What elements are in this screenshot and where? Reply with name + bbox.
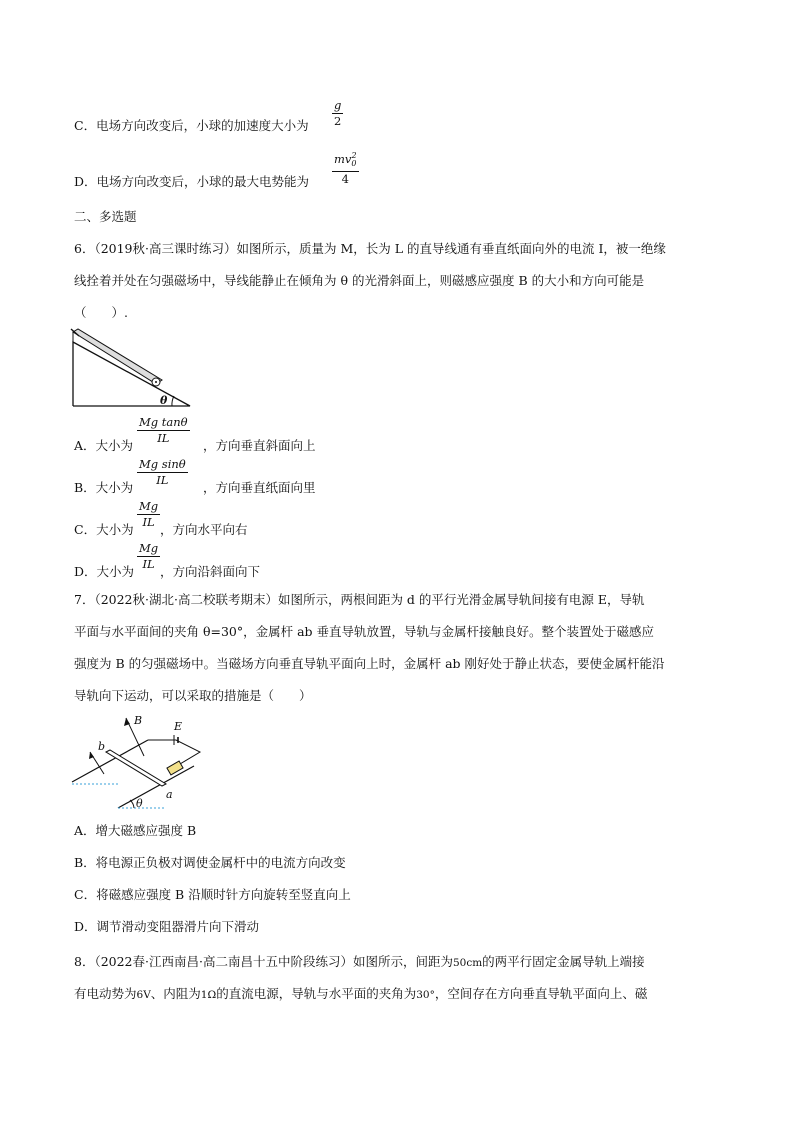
label-theta: θ <box>136 797 143 810</box>
label-E: E <box>174 720 183 733</box>
q6-option-c-post: ，方向水平向右 <box>160 522 248 537</box>
q8-angle: 30° <box>416 989 435 1001</box>
q6-option-d-fraction: Mg IL <box>139 541 159 571</box>
rope-bar <box>73 329 162 384</box>
q8-stem-line-1: 8．（2022春·江西南昌·高二南昌十五中阶段练习）如图所示，间距为50cm的两平行固定金属导轨上端接 <box>74 954 645 969</box>
fraction-numerator: g <box>334 98 342 112</box>
q6-option-d-post: ，方向沿斜面向下 <box>160 564 261 579</box>
q7-rails-figure <box>70 712 230 812</box>
angle-arc <box>172 396 174 406</box>
q6-option-a-fraction: Mg tanθ IL <box>139 415 188 445</box>
q6-option-a-pre: A．大小为 <box>74 438 134 453</box>
q6-stem-line-2: 线拴着并处在匀强磁场中，导线能静止在倾角为 θ 的光滑斜面上，则磁感应强度 B 的大小和方向可能是 <box>74 273 645 288</box>
q7-stem-line-3: 强度为 B 的匀强磁场中。当磁场方向垂直导轨平面向上时，金属杆 ab 刚好处于静止状态，要使金属杆能沿 <box>74 656 665 671</box>
metal-rod-ab <box>106 750 166 786</box>
q6-option-b-pre: B．大小为 <box>74 480 134 495</box>
q5-option-c-text: C．电场方向改变后，小球的加速度大小为 <box>74 118 309 133</box>
q7-option-d: D．调节滑动变阻器滑片向下滑动 <box>74 919 260 934</box>
fraction-numerator: $mv_0^2$ <box>334 151 357 169</box>
q5-option-d-text: D．电场方向改变后，小球的最大电势能为 <box>74 174 310 189</box>
incline-triangle <box>73 342 190 406</box>
q6-option-b-fraction: Mg sinθ IL <box>139 457 186 487</box>
angle-arc <box>130 800 134 808</box>
current-out-dot-icon <box>155 381 157 383</box>
q6-option-c-fraction: Mg IL <box>139 499 159 529</box>
q5-option-c-fraction <box>332 99 343 128</box>
rail-lower-left <box>118 766 194 808</box>
q5-option-d-fraction <box>332 149 359 186</box>
q7-stem-line-4: 导轨向下运动，可以采取的措施是（ ） <box>74 688 312 703</box>
q6-option-b-post: ，方向垂直纸面向里 <box>203 480 316 495</box>
q7-option-b: B．将电源正负极对调使金属杆中的电流方向改变 <box>74 855 346 870</box>
q7-option-a: A．增大磁感应强度 B <box>74 823 197 838</box>
label-b: b <box>98 740 106 753</box>
q6-option-d-pre: D．大小为 <box>74 564 135 579</box>
theta-label: θ <box>160 394 168 407</box>
q6-option-a-post: ，方向垂直斜面向上 <box>203 438 316 453</box>
q6-stem-line-3: （ ）. <box>74 305 128 320</box>
q6-incline-figure <box>70 326 200 414</box>
fraction-denominator: 4 <box>341 172 349 187</box>
q7-option-c: C．将磁感应强度 B 沿顺时针方向旋转至竖直向上 <box>74 887 351 902</box>
q8-resistance: 1Ω <box>200 989 217 1001</box>
q7-stem-line-2: 平面与水平面间的夹角 θ=30°，金属杆 ab 垂直导轨放置，导轨与金属杆接触良好。整个装置处于磁感应 <box>74 624 655 639</box>
fraction-denominator: 2 <box>334 114 342 128</box>
q8-emf: 6V <box>136 989 151 1001</box>
q6-option-c-pre: C．大小为 <box>74 522 134 537</box>
q6-stem-line-1: 6．（2019秋·高三课时练习）如图所示，质量为 M，长为 L 的直导线通有垂直纸面向外的电流 I，被一绝缘 <box>74 241 666 256</box>
section-title: 二、多选题 <box>74 209 137 224</box>
q8-distance: 50cm <box>452 957 483 969</box>
label-B: B <box>134 714 143 727</box>
q7-stem-line-1: 7．（2022秋·湖北·高二校联考期末）如图所示，两根间距为 d 的平行光滑金属导轨间接有电源 E，导轨 <box>74 592 645 607</box>
q8-stem-line-2: 有电动势为6V、内阻为1Ω的直流电源，导轨与水平面的夹角为30°，空间存在方向垂直导轨平面向上、磁 <box>74 986 648 1001</box>
label-a: a <box>166 788 173 801</box>
rail-upper-left <box>72 740 148 782</box>
